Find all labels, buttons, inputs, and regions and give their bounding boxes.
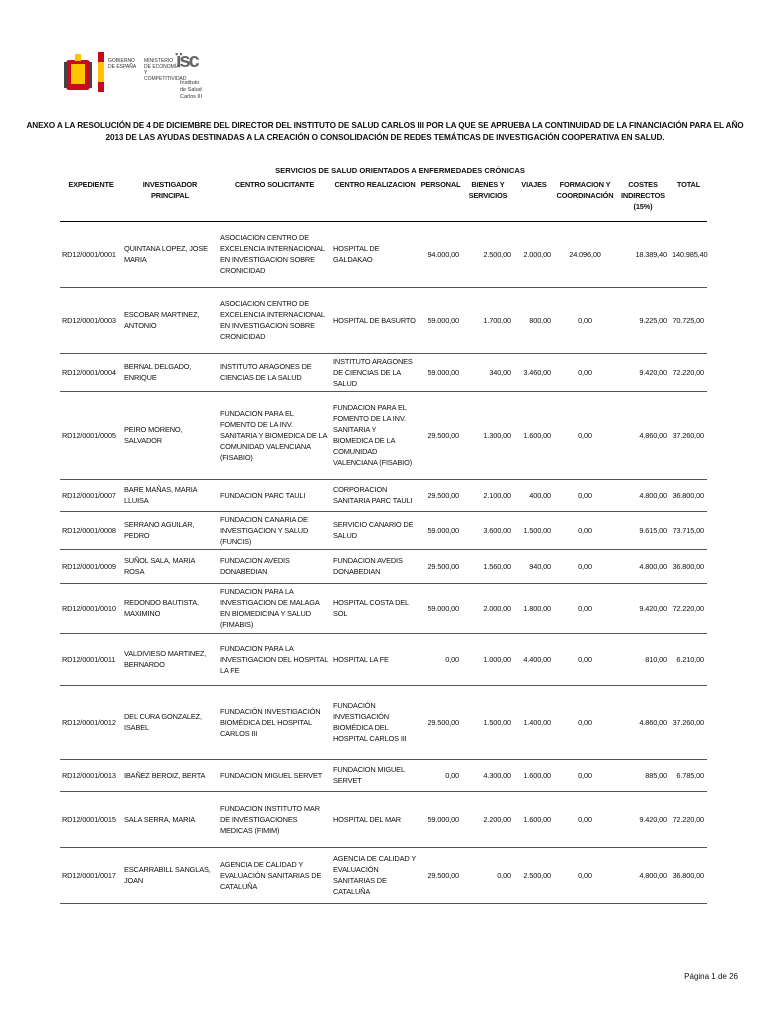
cell-centro-solicitante: ASOCIACION CENTRO DE EXCELENCIA INTERNACIONAL EN INVESTIGACION SOBRE CRONICIDAD xyxy=(218,221,331,287)
cell-centro-solicitante: FUNDACION AVEDIS DONABEDIAN xyxy=(218,549,331,583)
cell-bienes: 2.100,00 xyxy=(462,479,514,511)
table-row xyxy=(60,479,707,511)
cell-total: 36.800,00 xyxy=(670,549,707,583)
cell-viajes: 1.500,00 xyxy=(514,511,554,549)
cell-costes: 810,00 xyxy=(616,633,670,685)
cell-viajes: 4.400,00 xyxy=(514,633,554,685)
cell-investigador: VALDIVIESO MARTINEZ, BERNARDO xyxy=(122,633,218,685)
cell-viajes: 2.000,00 xyxy=(514,221,554,287)
cell-total: 70.725,00 xyxy=(670,287,707,353)
table-row xyxy=(60,633,707,685)
cell-formacion: 0,00 xyxy=(554,549,616,583)
cell-expediente: RD12/0001/0011 xyxy=(60,633,122,685)
cell-viajes: 1.600,00 xyxy=(514,759,554,791)
cell-costes: 4.860,00 xyxy=(616,685,670,759)
ministry-text: MINISTERIO DE ECONOMÍA Y COMPETITIVIDAD xyxy=(144,58,187,82)
cell-expediente: RD12/0001/0013 xyxy=(60,759,122,791)
cell-investigador: BARE MAÑAS, MARIA LLUISA xyxy=(122,479,218,511)
cell-centro-solicitante: FUNDACION PARA EL FOMENTO DE LA INV. SANITARIA Y BIOMEDICA DE LA COMUNIDAD VALENCIANA (FISABIO) xyxy=(218,391,331,479)
cell-expediente: RD12/0001/0009 xyxy=(60,549,122,583)
cell-costes: 4.800,00 xyxy=(616,847,670,903)
cell-costes: 18.389,40 xyxy=(616,221,670,287)
col-personal: PERSONAL xyxy=(419,177,462,221)
gov-text: GOBIERNO DE ESPAÑA xyxy=(108,58,137,70)
cell-centro-solicitante: FUNDACION CANARIA DE INVESTIGACION Y SALUD (FUNCIS) xyxy=(218,511,331,549)
cell-centro-solicitante: FUNDACION MIGUEL SERVET xyxy=(218,759,331,791)
cell-personal: 0,00 xyxy=(419,633,462,685)
cell-centro-solicitante: FUNDACIÓN INVESTIGACIÓN BIOMÉDICA DEL HOSPITAL CARLOS III xyxy=(218,685,331,759)
cell-total: 37.260,00 xyxy=(670,391,707,479)
cell-bienes: 340,00 xyxy=(462,353,514,391)
cell-bienes: 3.600,00 xyxy=(462,511,514,549)
cell-personal: 59.000,00 xyxy=(419,583,462,633)
cell-bienes: 4.300,00 xyxy=(462,759,514,791)
cell-formacion: 0,00 xyxy=(554,685,616,759)
cell-formacion: 0,00 xyxy=(554,287,616,353)
cell-centro-realizacion: HOSPITAL DE GALDAKAO xyxy=(331,221,419,287)
cell-total: 73.715,00 xyxy=(670,511,707,549)
cell-formacion: 0,00 xyxy=(554,353,616,391)
cell-centro-realizacion: CORPORACION SANITARIA PARC TAULI xyxy=(331,479,419,511)
cell-expediente: RD12/0001/0004 xyxy=(60,353,122,391)
coat-of-arms-icon xyxy=(64,52,92,94)
cell-viajes: 800,00 xyxy=(514,287,554,353)
cell-total: 37.260,00 xyxy=(670,685,707,759)
cell-personal: 29.500,00 xyxy=(419,549,462,583)
col-bienes: BIENES Y SERVICIOS xyxy=(462,177,514,221)
institute-logo xyxy=(176,50,216,110)
col-costes: COSTES INDIRECTOS (15%) xyxy=(616,177,670,221)
cell-expediente: RD12/0001/0012 xyxy=(60,685,122,759)
cell-total: 6.210,00 xyxy=(670,633,707,685)
table-row xyxy=(60,759,707,791)
cell-centro-realizacion: HOSPITAL COSTA DEL SOL xyxy=(331,583,419,633)
cell-costes: 4.860,00 xyxy=(616,391,670,479)
cell-total: 72.220,00 xyxy=(670,791,707,847)
page-number: Página 1 de 26 xyxy=(684,972,738,981)
col-centro-solicitante: CENTRO SOLICITANTE xyxy=(218,177,331,221)
cell-investigador: SUÑOL SALA, MARIA ROSA xyxy=(122,549,218,583)
cell-personal: 29.500,00 xyxy=(419,685,462,759)
section-title: SERVICIOS DE SALUD ORIENTADOS A ENFERMEDADES CRÓNICAS xyxy=(275,166,525,175)
table-row xyxy=(60,549,707,583)
cell-costes: 9.420,00 xyxy=(616,353,670,391)
cell-centro-solicitante: FUNDACION INSTITUTO MAR DE INVESTIGACIONES MEDICAS (FIMIM) xyxy=(218,791,331,847)
table-row xyxy=(60,685,707,759)
cell-total: 36.800,00 xyxy=(670,479,707,511)
cell-investigador: PEIRO MORENO, SALVADOR xyxy=(122,391,218,479)
cell-formacion: 0,00 xyxy=(554,847,616,903)
cell-centro-realizacion: HOSPITAL DE BASURTO xyxy=(331,287,419,353)
cell-investigador: ESCARRABILL SANGLAS, JOAN xyxy=(122,847,218,903)
cell-centro-realizacion: FUNDACION AVEDIS DONABEDIAN xyxy=(331,549,419,583)
table-row xyxy=(60,583,707,633)
cell-investigador: ESCOBAR MARTINEZ, ANTONIO xyxy=(122,287,218,353)
cell-personal: 94.000,00 xyxy=(419,221,462,287)
grants-table xyxy=(60,177,707,904)
cell-expediente: RD12/0001/0003 xyxy=(60,287,122,353)
table-row xyxy=(60,511,707,549)
col-total: TOTAL xyxy=(670,177,707,221)
cell-bienes: 1.700,00 xyxy=(462,287,514,353)
cell-centro-realizacion: AGENCIA DE CALIDAD Y EVALUACIÓN SANITARIAS DE CATALUÑA xyxy=(331,847,419,903)
cell-viajes: 2.500,00 xyxy=(514,847,554,903)
cell-total: 72.220,00 xyxy=(670,583,707,633)
cell-total: 140.985,40 xyxy=(670,221,707,287)
cell-expediente: RD12/0001/0005 xyxy=(60,391,122,479)
table-row xyxy=(60,287,707,353)
table-row xyxy=(60,391,707,479)
government-logo xyxy=(64,52,187,96)
table-row xyxy=(60,847,707,903)
cell-personal: 0,00 xyxy=(419,759,462,791)
cell-formacion: 0,00 xyxy=(554,759,616,791)
cell-centro-solicitante: INSTITUTO ARAGONES DE CIENCIAS DE LA SALUD xyxy=(218,353,331,391)
table-header-row xyxy=(60,177,707,221)
cell-centro-solicitante: FUNDACION PARA LA INVESTIGACION DE MALAGA EN BIOMEDICINA Y SALUD (FIMABIS) xyxy=(218,583,331,633)
cell-investigador: BERNAL DELGADO, ENRIQUE xyxy=(122,353,218,391)
cell-centro-solicitante: FUNDACION PARC TAULI xyxy=(218,479,331,511)
cell-viajes: 400,00 xyxy=(514,479,554,511)
cell-viajes: 1.400,00 xyxy=(514,685,554,759)
cell-investigador: IBAÑEZ BEROIZ, BERTA xyxy=(122,759,218,791)
cell-investigador: SALA SERRA, MARIA xyxy=(122,791,218,847)
cell-formacion: 0,00 xyxy=(554,511,616,549)
cell-centro-realizacion: FUNDACION PARA EL FOMENTO DE LA INV. SANITARIA Y BIOMEDICA DE LA COMUNIDAD VALENCIANA (FISABIO) xyxy=(331,391,419,479)
col-centro-realizacion: CENTRO REALIZACION xyxy=(331,177,419,221)
cell-formacion: 24.096,00 xyxy=(554,221,616,287)
cell-formacion: 0,00 xyxy=(554,391,616,479)
cell-personal: 59.000,00 xyxy=(419,791,462,847)
cell-personal: 29.500,00 xyxy=(419,479,462,511)
cell-centro-realizacion: FUNDACIÓN INVESTIGACIÓN BIOMÉDICA DEL HOSPITAL CARLOS III xyxy=(331,685,419,759)
cell-expediente: RD12/0001/0007 xyxy=(60,479,122,511)
cell-personal: 59.000,00 xyxy=(419,353,462,391)
cell-formacion: 0,00 xyxy=(554,479,616,511)
cell-centro-realizacion: FUNDACION MIGUEL SERVET xyxy=(331,759,419,791)
cell-costes: 9.615,00 xyxy=(616,511,670,549)
cell-personal: 29.500,00 xyxy=(419,847,462,903)
cell-costes: 885,00 xyxy=(616,759,670,791)
cell-investigador: QUINTANA LOPEZ, JOSE MARIA xyxy=(122,221,218,287)
cell-centro-realizacion: HOSPITAL DEL MAR xyxy=(331,791,419,847)
cell-expediente: RD12/0001/0017 xyxy=(60,847,122,903)
cell-costes: 4.800,00 xyxy=(616,549,670,583)
cell-centro-solicitante: AGENCIA DE CALIDAD Y EVALUACIÓN SANITARIAS DE CATALUÑA xyxy=(218,847,331,903)
cell-personal: 59.000,00 xyxy=(419,287,462,353)
cell-formacion: 0,00 xyxy=(554,633,616,685)
cell-viajes: 940,00 xyxy=(514,549,554,583)
cell-centro-solicitante: FUNDACION PARA LA INVESTIGACION DEL HOSPITAL LA FE xyxy=(218,633,331,685)
cell-formacion: 0,00 xyxy=(554,791,616,847)
col-expediente: EXPEDIENTE xyxy=(60,177,122,221)
table-row xyxy=(60,353,707,391)
cell-bienes: 1.560,00 xyxy=(462,549,514,583)
cell-total: 6.785,00 xyxy=(670,759,707,791)
cell-costes: 4.800,00 xyxy=(616,479,670,511)
cell-viajes: 3.460,00 xyxy=(514,353,554,391)
cell-bienes: 1.300,00 xyxy=(462,391,514,479)
cell-total: 36.800,00 xyxy=(670,847,707,903)
flag-icon xyxy=(98,52,104,92)
document-heading: ANEXO A LA RESOLUCIÓN DE 4 DE DICIEMBRE DEL DIRECTOR DEL INSTITUTO DE SALUD CARLOS III POR LA QUE SE APRUEBA LA CONTINUIDAD DE LA FINANCIACIÓN PARA EL AÑO 2013 DE LAS AYUDAS DESTINADAS A LA CREACIÓN O CONSOLIDACIÓN DE REDES TEMÁTICAS DE INVESTIGACIÓN COOPERATIVA EN SALUD. xyxy=(26,121,744,142)
cell-viajes: 1.800,00 xyxy=(514,583,554,633)
table-row xyxy=(60,221,707,287)
cell-bienes: 1.000,00 xyxy=(462,633,514,685)
isc-mark-icon: ïsc xyxy=(176,50,198,72)
cell-centro-solicitante: ASOCIACION CENTRO DE EXCELENCIA INTERNACIONAL EN INVESTIGACION SOBRE CRONICIDAD xyxy=(218,287,331,353)
cell-costes: 9.420,00 xyxy=(616,583,670,633)
institute-text: Instituto de Salud Carlos III xyxy=(180,80,203,100)
cell-expediente: RD12/0001/0010 xyxy=(60,583,122,633)
cell-centro-realizacion: INSTITUTO ARAGONES DE CIENCIAS DE LA SALUD xyxy=(331,353,419,391)
cell-costes: 9.420,00 xyxy=(616,791,670,847)
col-viajes: VIAJES xyxy=(514,177,554,221)
cell-expediente: RD12/0001/0008 xyxy=(60,511,122,549)
cell-formacion: 0,00 xyxy=(554,583,616,633)
cell-viajes: 1.600,00 xyxy=(514,791,554,847)
cell-total: 72.220,00 xyxy=(670,353,707,391)
col-investigador: INVESTIGADOR PRINCIPAL xyxy=(122,177,218,221)
cell-bienes: 2.500,00 xyxy=(462,221,514,287)
cell-centro-realizacion: HOSPITAL LA FE xyxy=(331,633,419,685)
table-row xyxy=(60,791,707,847)
cell-bienes: 2.000,00 xyxy=(462,583,514,633)
col-formacion: FORMACION Y COORDINACIÓN xyxy=(554,177,616,221)
cell-centro-realizacion: SERVICIO CANARIO DE SALUD xyxy=(331,511,419,549)
cell-investigador: REDONDO BAUTISTA, MAXIMINO xyxy=(122,583,218,633)
cell-bienes: 1.500,00 xyxy=(462,685,514,759)
cell-expediente: RD12/0001/0015 xyxy=(60,791,122,847)
cell-costes: 9.225,00 xyxy=(616,287,670,353)
cell-investigador: SERRANO AGUILAR, PEDRO xyxy=(122,511,218,549)
cell-bienes: 0,00 xyxy=(462,847,514,903)
cell-investigador: DEL CURA GONZALEZ, ISABEL xyxy=(122,685,218,759)
cell-personal: 59.000,00 xyxy=(419,511,462,549)
cell-personal: 29.500,00 xyxy=(419,391,462,479)
cell-bienes: 2.200,00 xyxy=(462,791,514,847)
cell-expediente: RD12/0001/0001 xyxy=(60,221,122,287)
cell-viajes: 1.600,00 xyxy=(514,391,554,479)
